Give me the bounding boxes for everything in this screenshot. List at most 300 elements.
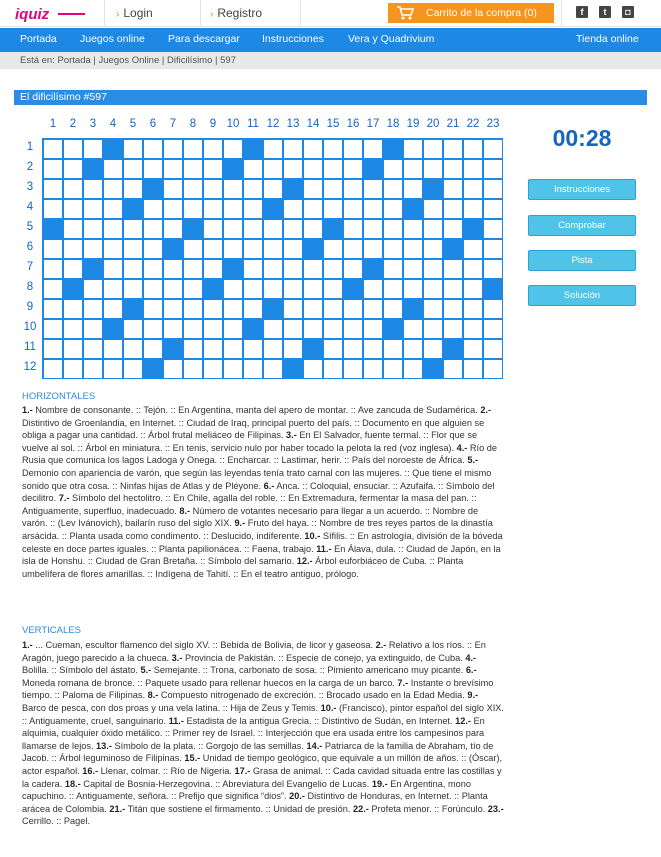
letter-cell[interactable] — [184, 320, 202, 338]
letter-cell[interactable] — [444, 280, 462, 298]
letter-cell[interactable] — [244, 340, 262, 358]
clue-text: Bolilla. :: Símbolo del ástato. — [22, 665, 141, 676]
letter-cell[interactable] — [144, 140, 162, 158]
letter-cell[interactable] — [144, 220, 162, 238]
letter-cell[interactable] — [144, 160, 162, 178]
letter-cell[interactable] — [64, 320, 82, 338]
letter-cell[interactable] — [464, 200, 482, 218]
letter-cell[interactable] — [464, 300, 482, 318]
letter-cell[interactable] — [384, 180, 402, 198]
letter-cell[interactable] — [324, 180, 342, 198]
letter-cell[interactable] — [204, 140, 222, 158]
letter-cell[interactable] — [84, 300, 102, 318]
letter-cell[interactable] — [384, 240, 402, 258]
letter-cell[interactable] — [224, 180, 242, 198]
letter-cell[interactable] — [184, 300, 202, 318]
letter-cell[interactable] — [364, 340, 382, 358]
letter-cell[interactable] — [244, 280, 262, 298]
letter-cell[interactable] — [364, 280, 382, 298]
letter-cell[interactable] — [404, 160, 422, 178]
letter-cell[interactable] — [384, 300, 402, 318]
letter-cell[interactable] — [484, 300, 502, 318]
letter-cell[interactable] — [184, 200, 202, 218]
letter-cell[interactable] — [484, 160, 502, 178]
clue-text: Árbol euforbiáceo de Cuba. :: Planta umbelífera de flores amarillas. :: Indígena de Tahití. :: En el teatro antiguo, prólogo. — [22, 556, 464, 579]
letter-cell[interactable] — [104, 220, 122, 238]
letter-cell[interactable] — [404, 340, 422, 358]
letter-cell[interactable] — [424, 260, 442, 278]
letter-cell[interactable] — [224, 200, 242, 218]
letter-cell[interactable] — [224, 340, 242, 358]
letter-cell[interactable] — [204, 340, 222, 358]
letter-cell[interactable] — [424, 160, 442, 178]
letter-cell[interactable] — [244, 260, 262, 278]
letter-cell[interactable] — [204, 160, 222, 178]
letter-cell[interactable] — [284, 260, 302, 278]
letter-cell[interactable] — [444, 180, 462, 198]
letter-cell[interactable] — [104, 160, 122, 178]
letter-cell[interactable] — [444, 300, 462, 318]
letter-cell[interactable] — [44, 180, 62, 198]
letter-cell[interactable] — [64, 240, 82, 258]
letter-cell[interactable] — [164, 180, 182, 198]
letter-cell[interactable] — [464, 180, 482, 198]
letter-cell[interactable] — [364, 240, 382, 258]
clue-text: Compuesto nitrogenado de excreción. :: Brocado usado en la Edad Media. — [158, 690, 468, 701]
clue-number: 6.- — [465, 665, 477, 676]
letter-cell[interactable] — [484, 140, 502, 158]
letter-cell[interactable] — [344, 140, 362, 158]
letter-cell[interactable] — [84, 200, 102, 218]
letter-cell[interactable] — [244, 240, 262, 258]
letter-cell[interactable] — [264, 160, 282, 178]
letter-cell[interactable] — [464, 240, 482, 258]
letter-cell[interactable] — [244, 180, 262, 198]
letter-cell[interactable] — [284, 200, 302, 218]
nav-item-tienda-online[interactable]: Tienda online — [576, 33, 639, 45]
letter-cell[interactable] — [164, 160, 182, 178]
letter-cell[interactable] — [424, 140, 442, 158]
letter-cell[interactable] — [144, 300, 162, 318]
letter-cell[interactable] — [144, 340, 162, 358]
letter-cell[interactable] — [424, 220, 442, 238]
letter-cell[interactable] — [344, 260, 362, 278]
letter-cell[interactable] — [184, 280, 202, 298]
letter-cell[interactable] — [284, 280, 302, 298]
crossword-grid — [42, 138, 503, 379]
letter-cell[interactable] — [324, 280, 342, 298]
letter-cell[interactable] — [124, 320, 142, 338]
letter-cell[interactable] — [204, 180, 222, 198]
clue-text: Provincia de Pakistán. :: Especie de conejo, ya extinguido, de Cuba. — [182, 652, 466, 663]
column-number: 10 — [226, 118, 240, 130]
letter-cell[interactable] — [124, 140, 142, 158]
letter-cell[interactable] — [204, 300, 222, 318]
letter-cell[interactable] — [364, 200, 382, 218]
letter-cell[interactable] — [124, 220, 142, 238]
letter-cell[interactable] — [84, 140, 102, 158]
letter-cell[interactable] — [264, 180, 282, 198]
letter-cell[interactable] — [124, 260, 142, 278]
letter-cell[interactable] — [364, 140, 382, 158]
letter-cell[interactable] — [304, 260, 322, 278]
letter-cell[interactable] — [384, 280, 402, 298]
letter-cell[interactable] — [84, 240, 102, 258]
letter-cell[interactable] — [304, 280, 322, 298]
register-link[interactable] — [210, 6, 262, 20]
letter-cell[interactable] — [204, 200, 222, 218]
letter-cell[interactable] — [344, 180, 362, 198]
vertical-clues — [22, 639, 504, 828]
letter-cell[interactable] — [384, 260, 402, 278]
letter-cell[interactable] — [104, 240, 122, 258]
column-number: 17 — [366, 118, 380, 130]
site-logo[interactable] — [14, 5, 86, 22]
letter-cell[interactable] — [144, 320, 162, 338]
letter-cell[interactable] — [64, 160, 82, 178]
letter-cell[interactable] — [144, 280, 162, 298]
letter-cell[interactable] — [44, 320, 62, 338]
column-number: 5 — [129, 118, 137, 130]
letter-cell[interactable] — [324, 300, 342, 318]
letter-cell[interactable] — [264, 220, 282, 238]
letter-cell[interactable] — [364, 320, 382, 338]
letter-cell[interactable] — [484, 340, 502, 358]
letter-cell[interactable] — [44, 160, 62, 178]
letter-cell[interactable] — [324, 240, 342, 258]
letter-cell[interactable] — [124, 280, 142, 298]
letter-cell[interactable] — [184, 260, 202, 278]
letter-cell[interactable] — [44, 140, 62, 158]
letter-cell[interactable] — [84, 220, 102, 238]
letter-cell[interactable] — [84, 360, 102, 378]
letter-cell[interactable] — [484, 240, 502, 258]
column-number: 9 — [209, 118, 217, 130]
letter-cell[interactable] — [464, 140, 482, 158]
letter-cell[interactable] — [304, 140, 322, 158]
letter-cell[interactable] — [224, 240, 242, 258]
blocked-cell — [364, 260, 382, 278]
twitter-icon[interactable]: t — [599, 6, 611, 18]
letter-cell[interactable] — [304, 220, 322, 238]
letter-cell[interactable] — [144, 260, 162, 278]
letter-cell[interactable] — [164, 220, 182, 238]
letter-cell[interactable] — [404, 140, 422, 158]
letter-cell[interactable] — [124, 180, 142, 198]
login-link[interactable] — [116, 6, 153, 20]
letter-cell[interactable] — [484, 220, 502, 238]
letter-cell[interactable] — [84, 340, 102, 358]
letter-cell[interactable] — [404, 220, 422, 238]
letter-cell[interactable] — [484, 200, 502, 218]
letter-cell[interactable] — [284, 220, 302, 238]
letter-cell[interactable] — [464, 260, 482, 278]
letter-cell[interactable] — [164, 140, 182, 158]
letter-cell[interactable] — [64, 260, 82, 278]
letter-cell[interactable] — [64, 220, 82, 238]
letter-cell[interactable] — [404, 280, 422, 298]
letter-cell[interactable] — [104, 280, 122, 298]
letter-cell[interactable] — [164, 300, 182, 318]
cart-button[interactable] — [388, 3, 554, 23]
instructions-button[interactable]: Instrucciones — [528, 179, 636, 200]
letter-cell[interactable] — [104, 300, 122, 318]
nav-item-instrucciones[interactable]: Instrucciones — [262, 33, 324, 45]
letter-cell[interactable] — [204, 220, 222, 238]
breadcrumb: Está en: Portada | Juegos Online | Dificilísimo | 597 — [0, 52, 661, 69]
row-number: 12 — [23, 361, 37, 373]
letter-cell[interactable] — [324, 340, 342, 358]
letter-cell[interactable] — [64, 360, 82, 378]
letter-cell[interactable] — [144, 200, 162, 218]
letter-cell[interactable] — [244, 360, 262, 378]
letter-cell[interactable] — [444, 360, 462, 378]
letter-cell[interactable] — [324, 320, 342, 338]
main-nav — [0, 28, 661, 52]
letter-cell[interactable] — [464, 340, 482, 358]
letter-cell[interactable] — [64, 340, 82, 358]
clue-text: Demonio con apariencia de varón, que según las leyendas tenía trato carnal con las mujeres. :: Que tiene el mismo sonido que otra cosa. :: Ninfas hijas de Atlas y de Pléyone. — [22, 467, 492, 491]
column-number: 3 — [89, 118, 97, 130]
letter-cell[interactable] — [264, 280, 282, 298]
letter-cell[interactable] — [224, 140, 242, 158]
clue-text: Anca. :: Coloquial, ensuciar. :: Azufaifa. :: Símbolo del decilitro. — [22, 480, 495, 504]
letter-cell[interactable] — [64, 140, 82, 158]
letter-cell[interactable] — [184, 180, 202, 198]
clue-number: 1.- — [22, 640, 33, 650]
letter-cell[interactable] — [484, 180, 502, 198]
letter-cell[interactable] — [444, 140, 462, 158]
letter-cell[interactable] — [124, 160, 142, 178]
letter-cell[interactable] — [204, 260, 222, 278]
letter-cell[interactable] — [224, 280, 242, 298]
letter-cell[interactable] — [44, 260, 62, 278]
clue-number: 2.- — [480, 405, 492, 415]
letter-cell[interactable] — [464, 360, 482, 378]
letter-cell[interactable] — [344, 220, 362, 238]
letter-cell[interactable] — [224, 300, 242, 318]
letter-cell[interactable] — [384, 220, 402, 238]
letter-cell[interactable] — [384, 200, 402, 218]
column-number: 8 — [189, 118, 197, 130]
letter-cell[interactable] — [284, 300, 302, 318]
instagram-icon[interactable]: ◘ — [622, 6, 634, 18]
column-number: 6 — [149, 118, 157, 130]
letter-cell[interactable] — [284, 320, 302, 338]
letter-cell[interactable] — [264, 360, 282, 378]
letter-cell[interactable] — [124, 340, 142, 358]
letter-cell[interactable] — [104, 360, 122, 378]
letter-cell[interactable] — [64, 200, 82, 218]
letter-cell[interactable] — [244, 200, 262, 218]
letter-cell[interactable] — [324, 200, 342, 218]
hint-button[interactable]: Pista — [528, 250, 636, 271]
letter-cell[interactable] — [304, 160, 322, 178]
shopping-cart-icon — [396, 5, 414, 21]
nav-item-vera-quadrivium[interactable]: Vera y Quadrivium — [348, 33, 435, 45]
letter-cell[interactable] — [484, 320, 502, 338]
clue-text: Distintivo de Honduras, en Internet. :: Planta arácea de Colombia. — [22, 791, 488, 814]
letter-cell[interactable] — [84, 280, 102, 298]
blocked-cell — [464, 220, 482, 238]
letter-cell[interactable] — [344, 240, 362, 258]
clue-text: ... Cueman, escultor flamenco del siglo XV. :: Bebida de Bolivia, de licor y gaseosa. — [32, 640, 376, 650]
blocked-cell — [84, 260, 102, 278]
letter-cell[interactable] — [104, 260, 122, 278]
blocked-cell — [164, 340, 182, 358]
letter-cell[interactable] — [404, 320, 422, 338]
letter-cell[interactable] — [44, 200, 62, 218]
letter-cell[interactable] — [184, 140, 202, 158]
letter-cell[interactable] — [364, 300, 382, 318]
letter-cell[interactable] — [224, 220, 242, 238]
letter-cell[interactable] — [144, 240, 162, 258]
letter-cell[interactable] — [184, 360, 202, 378]
letter-cell[interactable] — [104, 180, 122, 198]
letter-cell[interactable] — [444, 220, 462, 238]
letter-cell[interactable] — [364, 220, 382, 238]
letter-cell[interactable] — [64, 180, 82, 198]
solution-button[interactable]: Solución — [528, 285, 636, 306]
letter-cell[interactable] — [104, 340, 122, 358]
blocked-cell — [104, 320, 122, 338]
letter-cell[interactable] — [224, 320, 242, 338]
letter-cell[interactable] — [244, 300, 262, 318]
letter-cell[interactable] — [464, 280, 482, 298]
letter-cell[interactable] — [324, 160, 342, 178]
letter-cell[interactable] — [44, 360, 62, 378]
letter-cell[interactable] — [444, 200, 462, 218]
letter-cell[interactable] — [84, 320, 102, 338]
register-label: Registro — [217, 6, 263, 20]
letter-cell[interactable] — [404, 360, 422, 378]
letter-cell[interactable] — [184, 160, 202, 178]
nav-item-juegos-online[interactable]: Juegos online — [80, 33, 145, 45]
letter-cell[interactable] — [164, 260, 182, 278]
letter-cell[interactable] — [344, 320, 362, 338]
letter-cell[interactable] — [424, 340, 442, 358]
letter-cell[interactable] — [224, 360, 242, 378]
letter-cell[interactable] — [264, 140, 282, 158]
letter-cell[interactable] — [384, 360, 402, 378]
chevron-right-icon: › — [210, 9, 214, 20]
letter-cell[interactable] — [264, 340, 282, 358]
nav-item-para-descargar[interactable]: Para descargar — [168, 33, 240, 45]
letter-cell[interactable] — [424, 240, 442, 258]
clue-number: 3.- — [286, 430, 297, 441]
column-number: 15 — [326, 118, 340, 130]
letter-cell[interactable] — [184, 340, 202, 358]
letter-cell[interactable] — [44, 280, 62, 298]
letter-cell[interactable] — [324, 260, 342, 278]
letter-cell[interactable] — [204, 320, 222, 338]
letter-cell[interactable] — [324, 360, 342, 378]
letter-cell[interactable] — [284, 340, 302, 358]
letter-cell[interactable] — [164, 280, 182, 298]
letter-cell[interactable] — [164, 200, 182, 218]
letter-cell[interactable] — [464, 160, 482, 178]
letter-cell[interactable] — [304, 200, 322, 218]
letter-cell[interactable] — [284, 160, 302, 178]
letter-cell[interactable] — [204, 360, 222, 378]
letter-cell[interactable] — [424, 320, 442, 338]
row-number: 3 — [26, 181, 34, 193]
blocked-cell — [184, 220, 202, 238]
divider — [300, 0, 301, 27]
letter-cell[interactable] — [244, 220, 262, 238]
column-number: 12 — [266, 118, 280, 130]
letter-cell[interactable] — [424, 280, 442, 298]
letter-cell[interactable] — [304, 360, 322, 378]
letter-cell[interactable] — [424, 200, 442, 218]
letter-cell[interactable] — [124, 240, 142, 258]
letter-cell[interactable] — [184, 240, 202, 258]
letter-cell[interactable] — [484, 260, 502, 278]
letter-cell[interactable] — [444, 160, 462, 178]
letter-cell[interactable] — [344, 360, 362, 378]
letter-cell[interactable] — [204, 240, 222, 258]
letter-cell[interactable] — [344, 340, 362, 358]
letter-cell[interactable] — [384, 340, 402, 358]
letter-cell[interactable] — [164, 320, 182, 338]
letter-cell[interactable] — [284, 240, 302, 258]
letter-cell[interactable] — [304, 180, 322, 198]
blocked-cell — [304, 240, 322, 258]
letter-cell[interactable] — [404, 260, 422, 278]
letter-cell[interactable] — [44, 340, 62, 358]
blocked-cell — [344, 280, 362, 298]
letter-cell[interactable] — [104, 200, 122, 218]
letter-cell[interactable] — [84, 180, 102, 198]
facebook-icon[interactable]: f — [576, 6, 588, 18]
letter-cell[interactable] — [124, 360, 142, 378]
clue-text: Patriarca de la familia de Abraham, tío de Jacob. :: Árbol leguminoso de Filipinas. — [22, 740, 494, 764]
letter-cell[interactable] — [304, 300, 322, 318]
blocked-cell — [244, 140, 262, 158]
letter-cell[interactable] — [444, 260, 462, 278]
letter-cell[interactable] — [344, 200, 362, 218]
letter-cell[interactable] — [44, 300, 62, 318]
clue-number: 10.- — [304, 530, 321, 541]
letter-cell[interactable] — [404, 180, 422, 198]
letter-cell[interactable] — [404, 240, 422, 258]
letter-cell[interactable] — [444, 320, 462, 338]
check-button[interactable]: Comprobar — [528, 215, 636, 236]
letter-cell[interactable] — [384, 160, 402, 178]
letter-cell[interactable] — [324, 140, 342, 158]
blocked-cell — [364, 160, 382, 178]
letter-cell[interactable] — [244, 160, 262, 178]
letter-cell[interactable] — [44, 240, 62, 258]
letter-cell[interactable] — [464, 320, 482, 338]
letter-cell[interactable] — [64, 300, 82, 318]
letter-cell[interactable] — [424, 300, 442, 318]
letter-cell[interactable] — [284, 140, 302, 158]
letter-cell[interactable] — [484, 360, 502, 378]
clue-text: (Francisco), pintor español del siglo XIX. :: Antiguamente, cruel, sanguinario. — [22, 702, 504, 726]
letter-cell[interactable] — [264, 240, 282, 258]
letter-cell[interactable] — [344, 160, 362, 178]
letter-cell[interactable] — [364, 360, 382, 378]
letter-cell[interactable] — [164, 360, 182, 378]
letter-cell[interactable] — [364, 180, 382, 198]
letter-cell[interactable] — [304, 320, 322, 338]
letter-cell[interactable] — [344, 300, 362, 318]
letter-cell[interactable] — [264, 320, 282, 338]
nav-item-portada[interactable]: Portada — [20, 33, 57, 45]
letter-cell[interactable] — [264, 260, 282, 278]
clue-text: Nombre de consonante. :: Tejón. :: En Argentina, manta del apero de montar. :: Ave zancuda de Sudamérica. — [32, 405, 481, 415]
